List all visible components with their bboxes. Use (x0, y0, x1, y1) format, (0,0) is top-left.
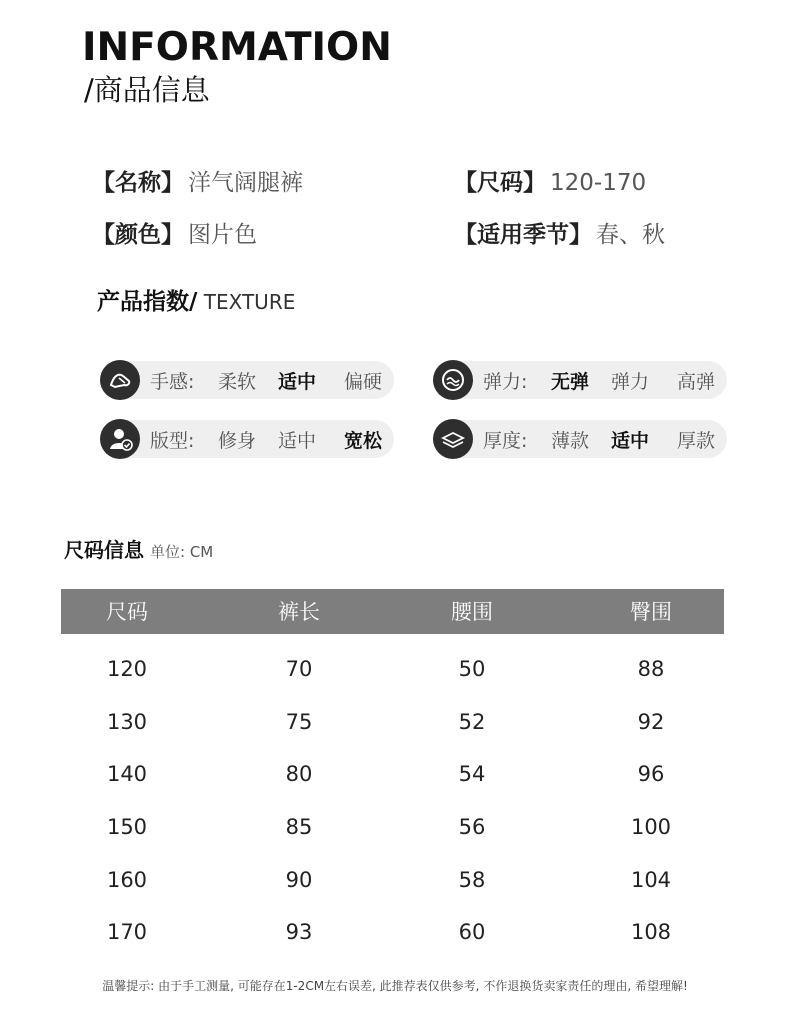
texture-option: 薄款 (551, 429, 590, 452)
table-cell: 75 (285, 710, 313, 734)
column-header-hip: 臀围 (630, 600, 672, 624)
info-name-label: 【名称】 (92, 170, 184, 196)
table-cell: 170 (106, 920, 148, 944)
table-cell: 130 (106, 710, 148, 734)
table-cell: 88 (637, 657, 665, 681)
table-cell: 85 (285, 815, 313, 839)
info-color (92, 220, 257, 250)
texture-option: 偏硬 (344, 370, 383, 393)
texture-hand-feel (102, 361, 394, 399)
texture-option-selected: 适中 (611, 429, 650, 452)
table-cell: 150 (106, 815, 148, 839)
texture-option: 弹力 (611, 370, 650, 393)
table-row (0, 656, 790, 682)
texture-option: 适中 (278, 429, 317, 452)
texture-option: 柔软 (218, 370, 257, 393)
info-size-value: 120-170 (550, 170, 647, 196)
table-cell: 100 (630, 815, 672, 839)
info-size-label: 【尺码】 (454, 170, 546, 196)
table-cell: 104 (630, 868, 672, 892)
table-cell: 56 (458, 815, 486, 839)
texture-option: 高弹 (677, 370, 716, 393)
table-row (0, 814, 790, 840)
column-header-size: 尺码 (106, 600, 148, 624)
texture-label: 版型: (150, 429, 195, 452)
texture-option-selected: 无弹 (551, 370, 590, 393)
info-name (92, 168, 303, 198)
texture-heading (97, 287, 295, 317)
texture-label: 厚度: (483, 429, 528, 452)
table-cell: 54 (458, 762, 486, 786)
table-cell: 80 (285, 762, 313, 786)
table-cell: 93 (285, 920, 313, 944)
texture-heading-cn: 产品指数/ (97, 289, 198, 315)
fit-icon (100, 419, 140, 459)
elasticity-icon (433, 360, 473, 400)
table-cell: 50 (458, 657, 486, 681)
column-header-length: 裤长 (278, 600, 320, 624)
measurement-note: 温馨提示: 由于手工测量, 可能存在1-2CM左右误差, 此推荐表仅供参考, 不作退换货卖家责任的理由, 希望理解! (102, 979, 688, 993)
table-row (0, 709, 790, 735)
table-cell: 120 (106, 657, 148, 681)
table-row (0, 867, 790, 893)
info-color-label: 【颜色】 (92, 222, 184, 248)
texture-elasticity (435, 361, 727, 399)
texture-heading-en: TEXTURE (197, 290, 296, 314)
texture-label: 手感: (150, 370, 195, 393)
table-cell: 58 (458, 868, 486, 892)
table-row (0, 919, 790, 945)
info-color-value: 图片色 (188, 222, 257, 248)
info-season-label: 【适用季节】 (454, 222, 592, 248)
texture-option-selected: 适中 (278, 370, 317, 393)
table-cell: 108 (630, 920, 672, 944)
thickness-icon (433, 419, 473, 459)
table-row (0, 761, 790, 787)
hand-feel-icon (100, 360, 140, 400)
table-cell: 92 (637, 710, 665, 734)
table-cell: 70 (285, 657, 313, 681)
table-cell: 90 (285, 868, 313, 892)
info-season-value: 春、秋 (596, 222, 665, 248)
info-name-value: 洋气阔腿裤 (188, 170, 303, 196)
size-table-title: 尺码信息 (64, 538, 144, 562)
size-table-header (61, 589, 724, 634)
texture-label: 弹力: (483, 370, 528, 393)
table-cell: 60 (458, 920, 486, 944)
table-cell: 96 (637, 762, 665, 786)
info-size (454, 168, 646, 198)
table-cell: 160 (106, 868, 148, 892)
table-cell: 52 (458, 710, 486, 734)
texture-option: 厚款 (677, 429, 716, 452)
table-cell: 140 (106, 762, 148, 786)
texture-option-selected: 宽松 (344, 429, 383, 452)
page-subtitle: /商品信息 (84, 73, 210, 107)
texture-thickness (435, 420, 727, 458)
texture-option: 修身 (218, 429, 257, 452)
texture-fit (102, 420, 394, 458)
column-header-waist: 腰围 (451, 600, 493, 624)
size-table-unit: 单位: CM (150, 543, 214, 561)
info-season (454, 220, 665, 250)
page-title: INFORMATION (82, 25, 392, 70)
size-table-heading (64, 536, 213, 566)
